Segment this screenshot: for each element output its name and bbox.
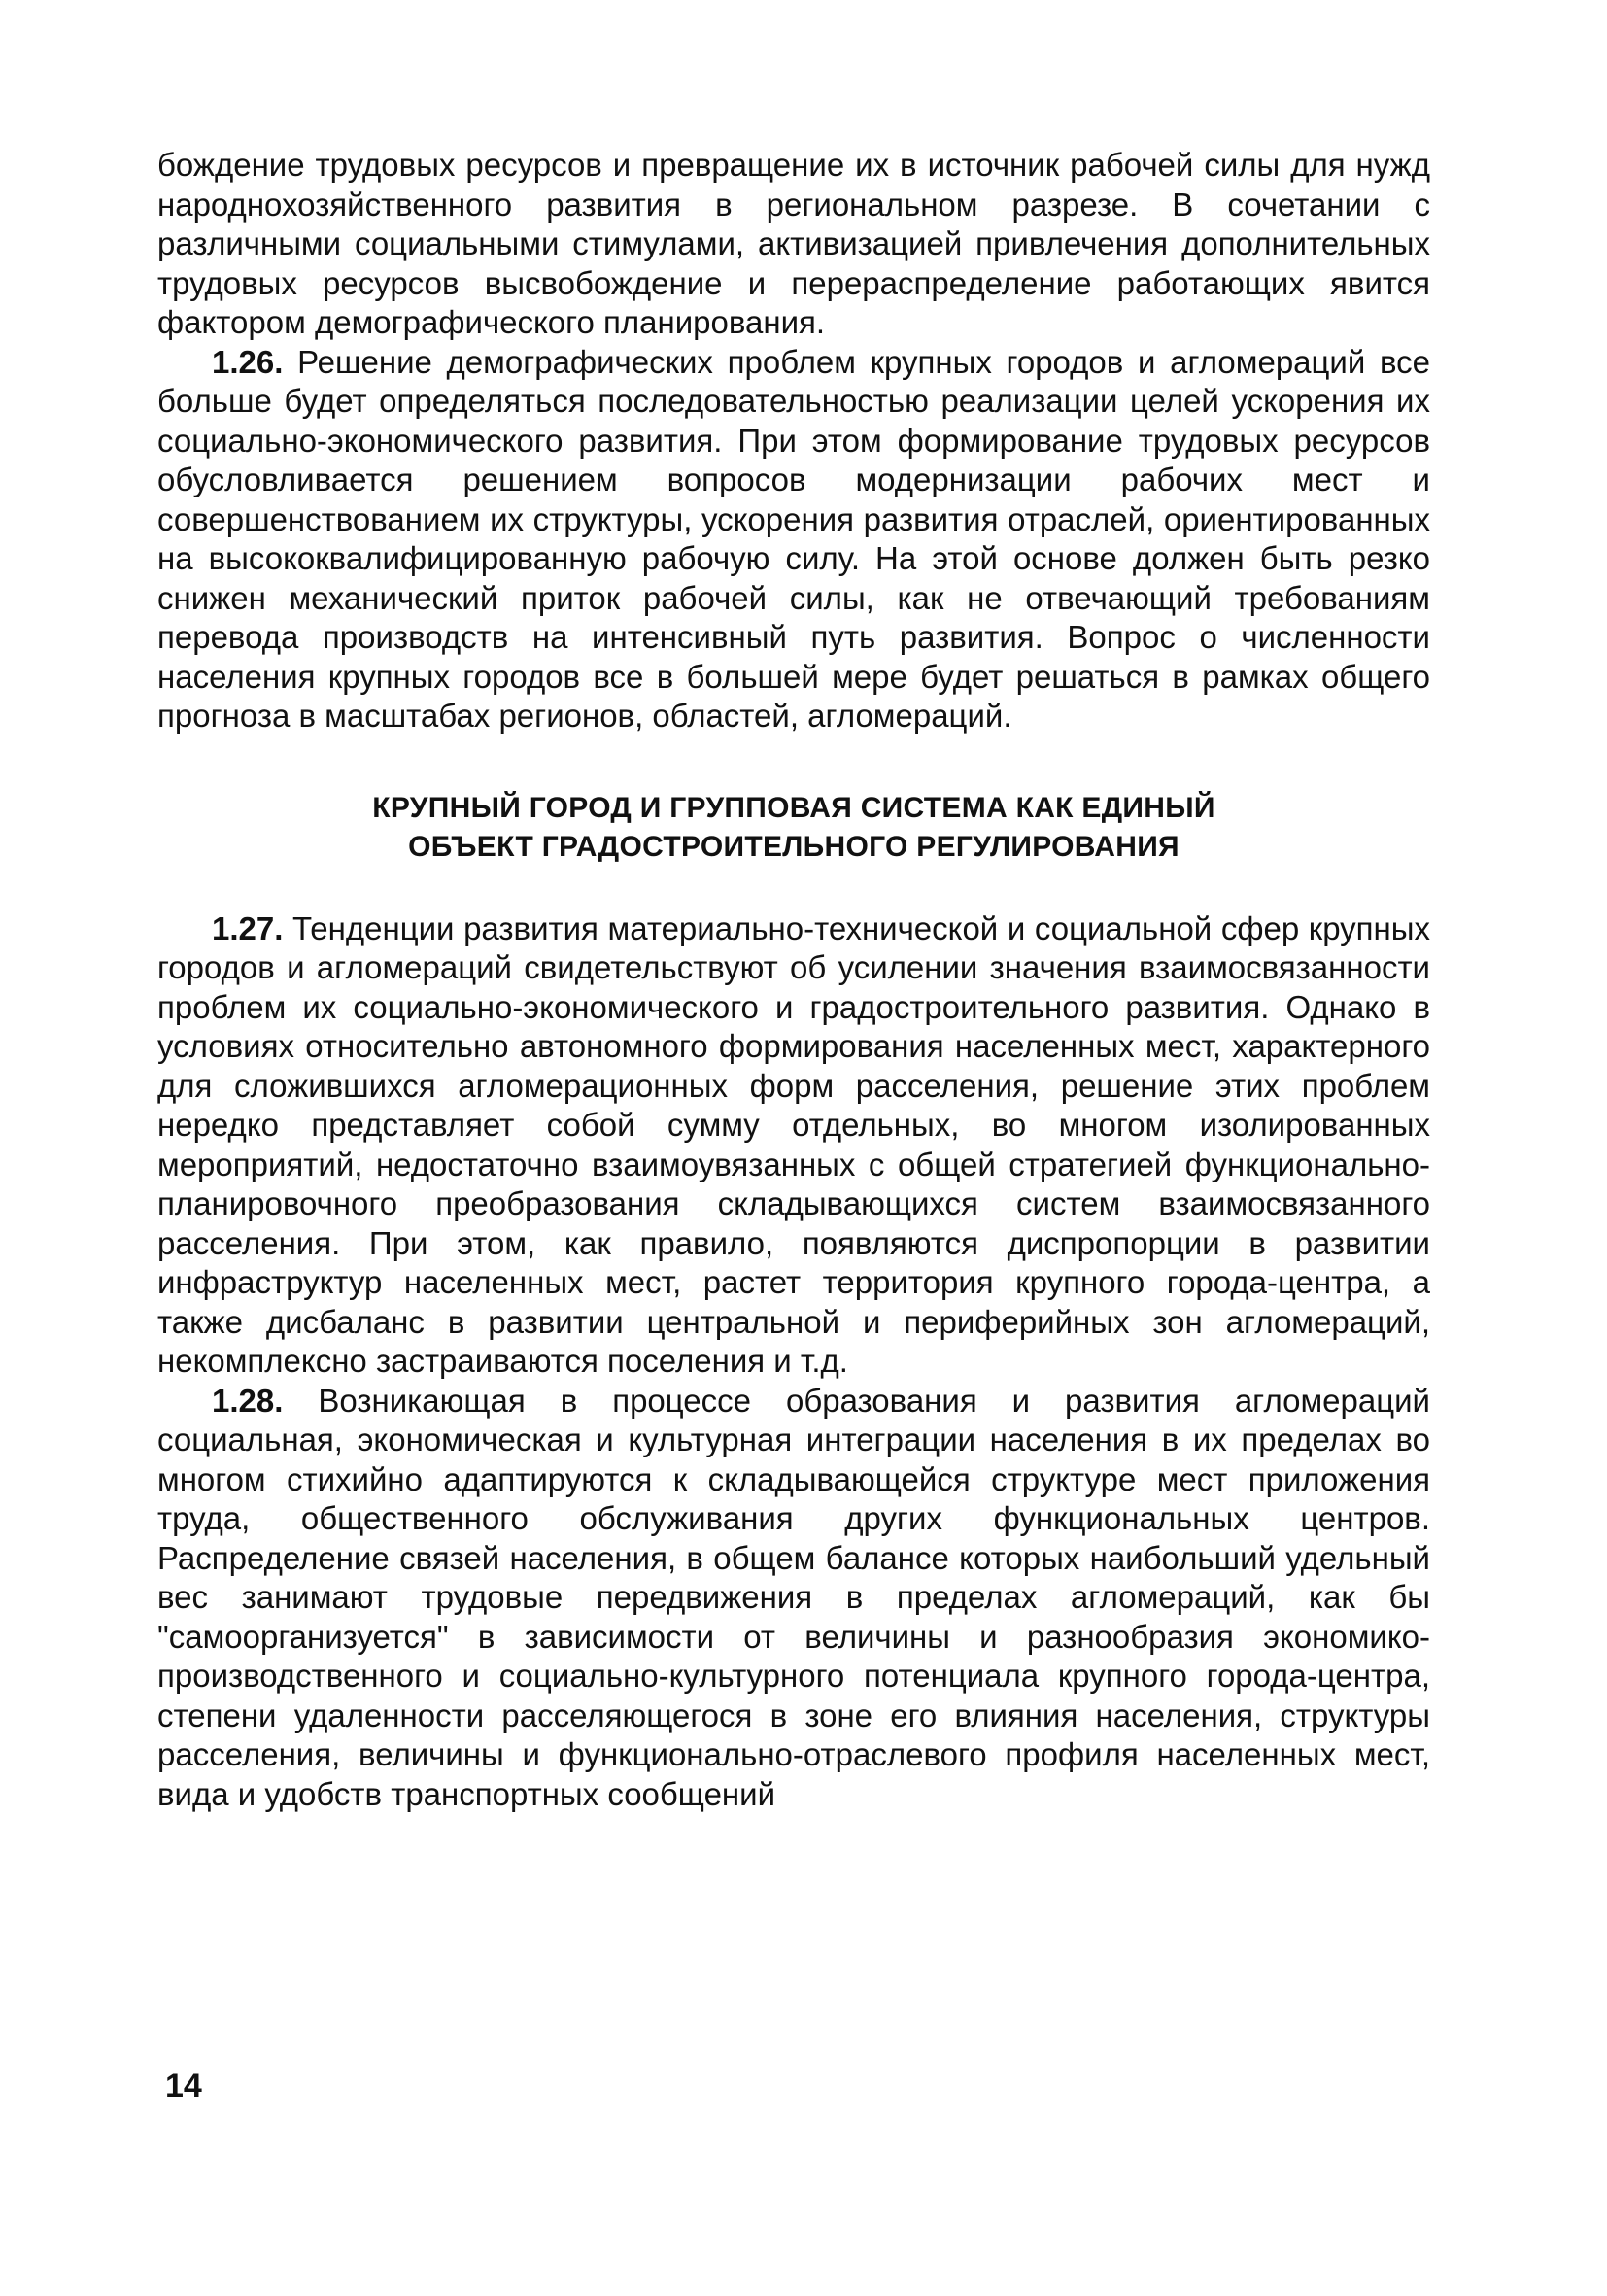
paragraph-number-1-26: 1.26.	[212, 343, 284, 380]
paragraph-intro: бождение трудовых ресурсов и превращение их в источник рабочей силы для нужд народнохозяйственного развития в региональном разрезе. В сочетании с различными социальными стимулами, активизацией привлечения дополнительных трудовых ресурсов высвобождение и перераспределение работающих явится фактором демографического планирования.	[157, 147, 1430, 340]
text-column	[157, 146, 1430, 1814]
paragraph-number-1-27: 1.27.	[212, 909, 284, 946]
paragraph-number-1-28: 1.28.	[212, 1382, 284, 1419]
paragraph-1-27	[157, 909, 1430, 1382]
paragraph-1-28	[157, 1382, 1430, 1815]
section-heading-line-1: КРУПНЫЙ ГОРОД И ГРУППОВАЯ СИСТЕМА КАК ЕДИНЫЙ	[372, 791, 1215, 824]
page-number: 14	[165, 2068, 202, 2105]
paragraph-text-1-28: Возникающая в процессе образования и развития агломераций социальная, экономическая и культурная интеграции населения в их пределах во многом стихийно адаптируются к складывающейся структуре мест приложения труда, общественного обслуживания других функциональных центров. Распределение связей населения, в общем балансе которых наибольший удельный вес занимают трудовые передвижения в пределах агломераций, как бы "самоорганизуется" в зависимости от величины и разнообразия экономико-производственного и социально-культурного потенциала крупного города-центра, степени удаленности расселяющегося в зоне его влияния населения, структуры расселения, величины и функционально-отраслевого профиля населенных мест, вида и удобств транспортных сообщений	[157, 1382, 1430, 1812]
paragraph-text-1-27: Тенденции развития материально-технической и социальной сфер крупных городов и агломераций свидетельствуют об усилении значения взаимосвязанности проблем их социально-экономического и градостроительного развития. Однако в условиях относительно автономного формирования населенных мест, характерного для сложившихся агломерационных форм расселения, решение этих проблем нередко представляет собой сумму отдельных, во многом изолированных мероприятий, недостаточно взаимоувязанных с общей стратегией функционально-планировочного преобразования складывающихся систем взаимосвязанного расселения. При этом, как правило, появляются диспропорции в развитии инфраструктур населенных мест, растет территория крупного города-центра, а также дисбаланс в развитии центральной и периферийных зон агломераций, некомплексно застраиваются поселения и т.д.	[157, 909, 1430, 1379]
section-heading-line-2: ОБЪЕКТ ГРАДОСТРОИТЕЛЬНОГО РЕГУЛИРОВАНИЯ	[408, 830, 1180, 863]
paragraph-text-1-26: Решение демографических проблем крупных городов и агломераций все больше будет определяться последовательностью реализации целей ускорения их социально-экономического развития. При этом формирование трудовых ресурсов обусловливается решением вопросов модернизации рабочих мест и совершенствованием их структуры, ускорения развития отраслей, ориентированных на высококвалифицированную рабочую силу. На этой основе должен быть резко снижен механический приток рабочей силы, как не отвечающий требованиям перевода производств на интенсивный путь развития. Вопрос о численности населения крупных городов все в большей мере будет решаться в рамках общего прогноза в масштабах регионов, областей, агломераций.	[157, 343, 1430, 734]
paragraph-1-26	[157, 343, 1430, 737]
section-heading	[157, 789, 1430, 867]
